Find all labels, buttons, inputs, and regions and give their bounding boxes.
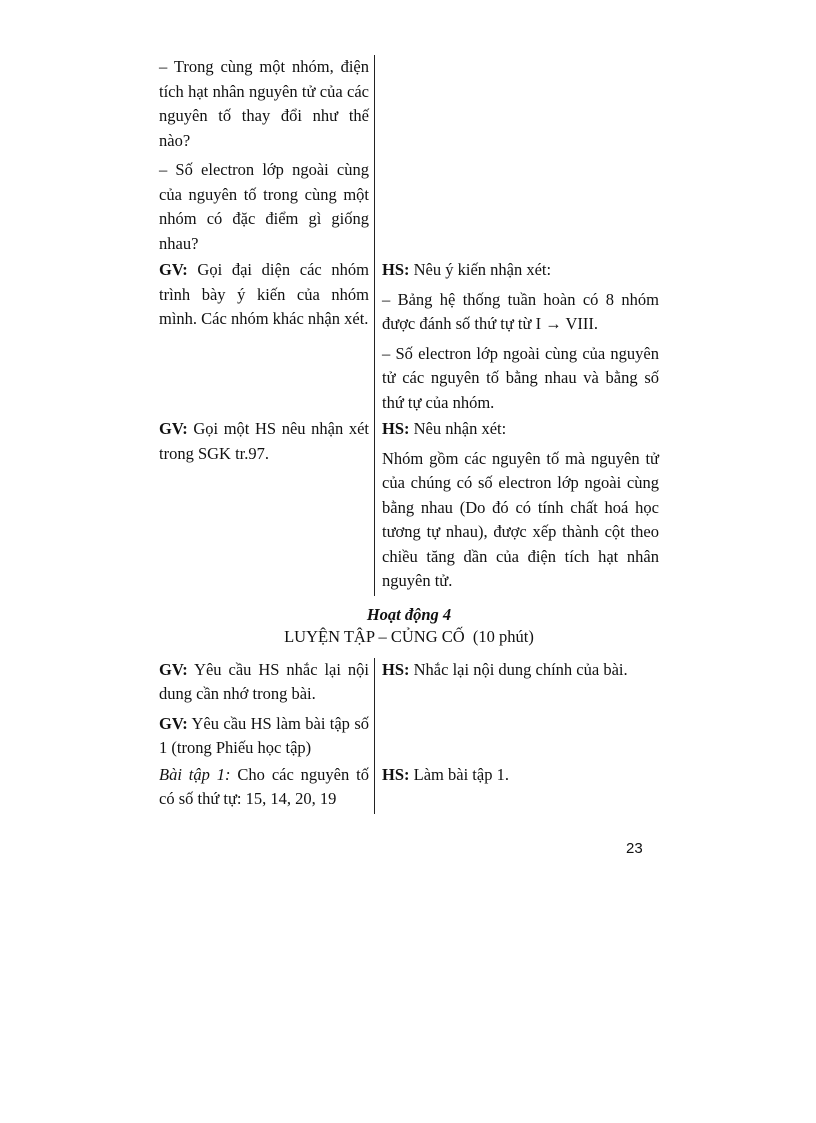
activity-table-bottom [159,658,659,814]
paragraph-text: Nhắc lại nội dung chính của bài. [409,659,628,679]
student-column [375,417,659,596]
paragraph [159,55,369,153]
paragraph [382,447,659,594]
paragraph-text: – Bảng hệ thống tuần hoàn có 8 nhóm được đánh số thứ tự từ I → VIII. [382,289,659,333]
paragraph-text: Yêu cầu HS làm bài tập số 1 (trong Phiếu học tập) [159,713,369,757]
paragraph [159,258,369,332]
teacher-column [159,417,375,596]
paragraph [159,763,369,812]
paragraph-text: – Trong cùng một nhóm, điện tích hạt nhân nguyên tử của các nguyên tố thay đổi như thế nào? [159,57,369,150]
paragraph-text: Gọi đại diện các nhóm trình bày ý kiến của nhóm mình. Các nhóm khác nhận xét. [159,260,369,328]
speaker-label: HS: [382,659,410,679]
teacher-column [159,658,375,763]
paragraph [159,712,369,761]
student-column [375,763,659,814]
table-row [159,417,659,596]
paragraph-text: Nêu ý kiến nhận xét: [409,260,552,279]
activity-table-top [159,55,659,596]
speaker-label: GV: [159,713,188,733]
paragraph [382,288,659,337]
speaker-label: GV: [159,260,188,279]
table-row [159,658,659,763]
speaker-label: HS: [382,260,410,279]
table-row [159,763,659,814]
exercise-label: Bài tập 1: [159,764,231,784]
paragraph-text: Gọi một HS nêu nhận xét trong SGK tr.97. [159,419,369,463]
paragraph-text: Nhóm gồm các nguyên tố mà nguyên tử của chúng có số electron lớp ngoài cùng bằng nhau (Do đó có tính chất hoá học tương tự nhau), được xếp thành cột theo chiều tăng dần của điện tích hạt nhân nguyên tử. [382,448,659,590]
activity-subtitle: LUYỆN TẬP – CỦNG CỐ (10 phút) [284,626,534,646]
paragraph [382,342,659,416]
paragraph [382,417,659,442]
paragraph [159,158,369,256]
paragraph [159,658,369,707]
student-column [375,658,659,763]
activity-heading [159,604,659,648]
table-row [159,55,659,258]
activity-title: Hoạt động 4 [366,604,452,624]
paragraph [382,658,659,683]
teacher-column [159,763,375,814]
speaker-label: HS: [382,419,410,438]
speaker-label: HS: [382,764,410,784]
paragraph-text: – Số electron lớp ngoài cùng của nguyên tử các nguyên tố bằng nhau và bằng số thứ tự của nhóm. [382,343,659,412]
teacher-column [159,55,375,258]
paragraph-text: Yêu cầu HS nhắc lại nội dung cần nhớ trong bài. [159,659,369,703]
paragraph-text: Làm bài tập 1. [409,764,509,784]
paragraph-text: Nêu nhận xét: [409,419,507,438]
student-column [375,55,659,258]
paragraph [382,763,659,788]
paragraph-text: – Số electron lớp ngoài cùng của nguyên tố trong cùng một nhóm có đặc điểm gì giống nhau? [159,160,369,253]
paragraph-text: Cho các nguyên tố có số thứ tự: 15, 14, 20, 19 [159,764,369,808]
page-number: 23 [626,840,643,857]
page-content [159,55,659,814]
speaker-label: GV: [159,659,188,679]
paragraph [159,417,369,466]
paragraph [382,258,659,283]
student-column [375,258,659,417]
table-row [159,258,659,417]
teacher-column [159,258,375,417]
speaker-label: GV: [159,419,188,438]
